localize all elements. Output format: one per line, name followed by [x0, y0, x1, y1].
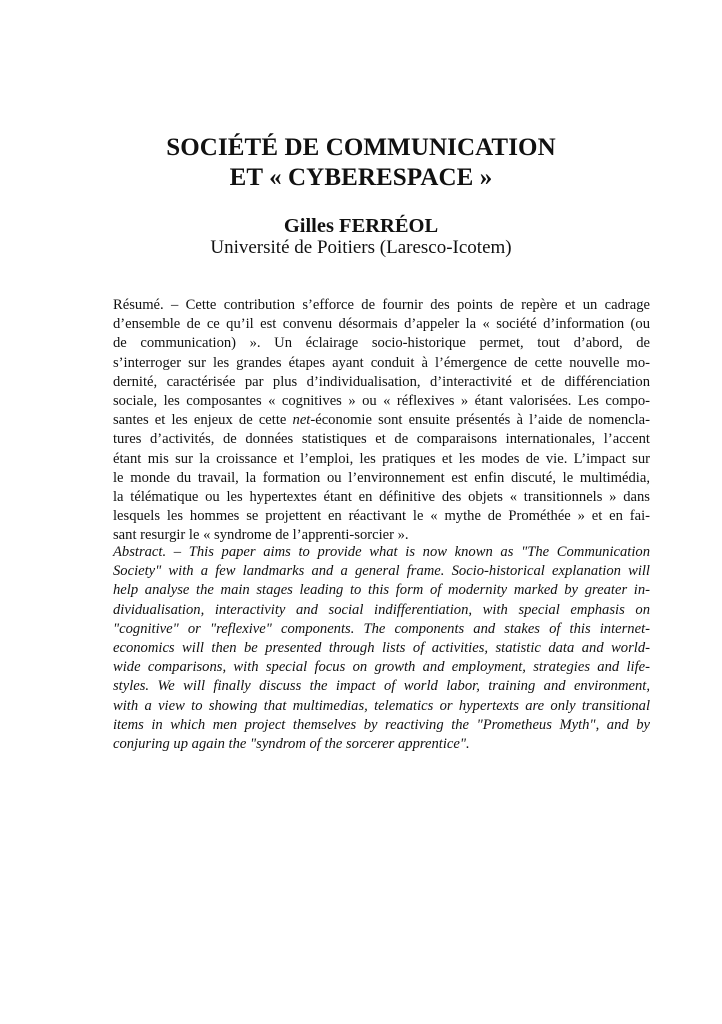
abstract-line: items in which men project themselves by reactiving the "Prometheus Myth", and by — [113, 716, 650, 733]
resume-line: sociale, les composantes « cognitives » ou « réflexives » étant valorisées. Les compo- — [113, 392, 650, 409]
abstract-line: wide comparisons, with special focus on growth and employment, strategies and life- — [113, 659, 650, 676]
abstract-english — [113, 543, 650, 754]
resume-line: la télématique ou les hypertextes étant en définitive des objets « transitionnels » dans — [113, 488, 650, 505]
resume-line: dernité, caractérisée par plus d’individualisation, d’interactivité et de différenciation — [113, 373, 650, 390]
abstract-line: economics will then be presented through lists of activities, statistic data and world- — [113, 639, 650, 656]
paper-title — [0, 133, 722, 193]
resume-line: tures d’activités, de données statistiques et de comparaisons internationales, l’accent — [113, 431, 650, 448]
resume-line: Résumé. – Cette contribution s’efforce de fournir des points de repère et un cadrage — [113, 297, 650, 313]
resume-line: d’ensemble de ce qu’il est convenu désormais d’appeler la « société d’information (ou — [113, 316, 650, 333]
author-affiliation: Université de Poitiers (Laresco-Icotem) — [210, 237, 512, 258]
resume-line: de communication) ». Un éclairage socio-historique permet, tout d’abord, de — [113, 335, 650, 352]
title-line-2: ET « CYBERESPACE » — [229, 164, 493, 191]
resume-line: sant resurgir le « syndrome de l’apprenti-sorcier ». — [113, 527, 409, 544]
author-name: Gilles FERRÉOL — [283, 215, 439, 237]
abstract-line: help analyse the main stages leading to this form of modernity marked by greater in- — [113, 582, 650, 599]
abstract-line: Abstract. – This paper aims to provide what is now known as "The Communication — [113, 544, 650, 560]
abstract-line: styles. We will finally discuss the impact of world labor, training and environment, — [113, 678, 650, 695]
resume-line-prefix: santes et les enjeux de cette — [113, 412, 293, 429]
abstract-line: with a view to showing that multimedias, telematics or hypertexts are only transitional — [113, 697, 650, 714]
abstract-line: Society" with a few landmarks and a general frame. Socio-historical explanation will — [113, 563, 650, 580]
resume-french — [113, 296, 650, 545]
resume-net-italic: net — [292, 412, 311, 429]
resume-line: étant mis sur la croissance et l’emploi, les pratiques et les modes de vie. L’impact sur — [113, 450, 650, 467]
resume-line-net — [113, 411, 650, 430]
resume-line-suffix: -économie sont ensuite présentés à l’aide de nomencla- — [310, 412, 651, 429]
resume-line: lesquels les hommes se projettent en réactivant le « mythe de Prométhée » et en fai- — [113, 508, 650, 525]
abstract-line: conjuring up again the "syndrom of the sorcerer apprentice". — [113, 735, 470, 752]
title-line-1: SOCIÉTÉ DE COMMUNICATION — [166, 134, 556, 161]
resume-line: le monde du travail, la formation ou l’environnement est enfin discuté, le multimédia, — [113, 469, 650, 486]
resume-line: s’interroger sur les grandes étapes ayant conduit à l’émergence de cette nouvelle mo- — [113, 354, 650, 371]
abstract-line: "cognitive" or "reflexive" components. The components and stakes of this internet- — [113, 620, 650, 637]
abstract-line: dividualisation, interactivity and social indifferentiation, with special emphasis on — [113, 601, 650, 618]
